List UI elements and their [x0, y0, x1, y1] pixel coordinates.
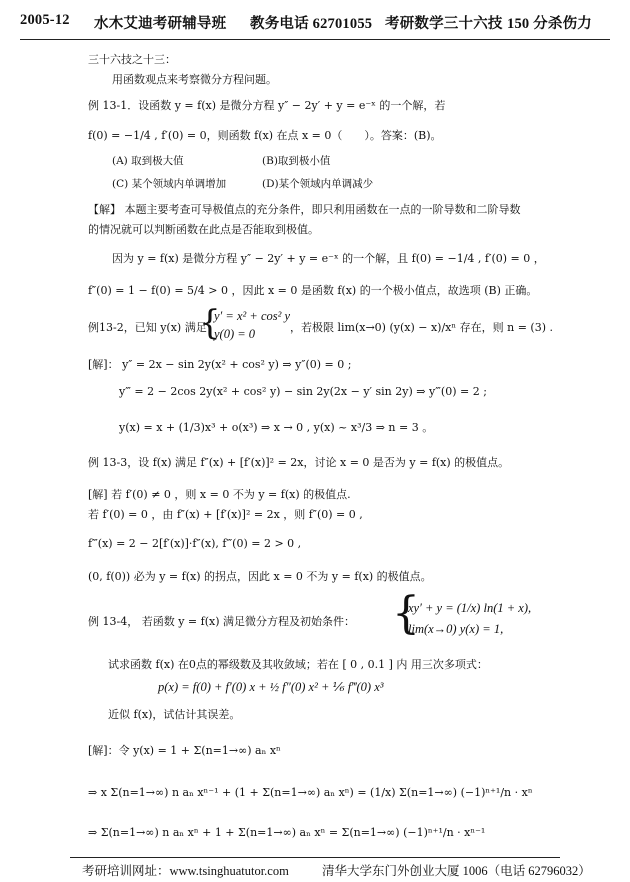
footer-website: 考研培训网址：www.tsinghuatutor.com: [82, 864, 289, 878]
section-subtitle: 用函数观点来考察微分方程问题。: [112, 73, 277, 86]
ex3-solution-line3: f‴(x) = 2 − 2[f′(x)]·f″(x), f‴(0) = 2 > 0 ,: [88, 537, 302, 550]
ex3-solution-line1: [解] 若 f′(0) ≠ 0 ，则 x = 0 不为 y = f(x) 的极值点.: [88, 488, 351, 501]
ex1-stem: 例 13-1．设函数 y = f(x) 是微分方程 y″ − 2y′ + y = e⁻ˣ 的一个解，若: [88, 99, 446, 112]
ex4-system-eq2: lim(x→0) y(x) = 1,: [408, 622, 504, 636]
header-org: 水木艾迪考研辅导班: [94, 16, 227, 32]
ex2-solution-line1: [解]： y″ = 2x − sin 2y(x² + cos² y) ⇒ y″(0) = 0 ;: [88, 358, 352, 371]
ex1-solution-line1: 【解】 本题主要考查可导极值点的充分条件，即只利用函数在一点的一阶导数和二阶导数: [88, 203, 521, 216]
ex4-solution-line1: [解]：令 y(x) = 1 + Σ(n=1→∞) aₙ xⁿ: [88, 744, 281, 757]
header-slogan: 150 分杀伤力: [507, 16, 592, 32]
ex4-stem: 例 13-4， 若函数 y = f(x) 满足微分方程及初始条件：: [88, 615, 355, 628]
header-course: 考研数学三十六技: [385, 16, 503, 32]
ex4-question-line1: 试求函数 f(x) 在0点的幂级数及其收敛域；若在 [ 0 , 0.1 ] 内 用三次多项式：: [108, 658, 488, 671]
ex2-stem: 例13-2，已知 y(x) 满足：: [88, 321, 218, 334]
ex4-question-line2: 近似 f(x)，试估计其误差。: [108, 708, 241, 721]
section-title: 三十六技之十三：: [88, 53, 176, 66]
header-rule: [20, 39, 610, 40]
ex1-solution-line2: 的情况就可以判断函数在此点是否能取到极值。: [88, 223, 319, 236]
ex1-option-c: (C) 某个领域内单调增加: [112, 178, 227, 190]
ex4-solution-line3: ⇒ Σ(n=1→∞) n aₙ xⁿ + 1 + Σ(n=1→∞) aₙ xⁿ = Σ(n=1→∞) (−1)ⁿ⁺¹/n · xⁿ⁻¹: [88, 826, 486, 839]
ex4-solution-line2: ⇒ x Σ(n=1→∞) n aₙ xⁿ⁻¹ + (1 + Σ(n=1→∞) aₙ xⁿ) = (1/x) Σ(n=1→∞) (−1)ⁿ⁺¹/n · xⁿ: [88, 786, 533, 799]
ex1-option-d: (D)某个领域内单调减少: [262, 178, 374, 190]
header-phone: 教务电话 62701055: [250, 16, 373, 32]
ex1-solution-line3: 因为 y = f(x) 是微分方程 y″ − 2y′ + y = e⁻ˣ 的一个解，且 f(0) = −1/4 , f′(0) = 0 ，: [112, 252, 545, 265]
ex3-solution-line4: (0, f(0)) 必为 y = f(x) 的拐点，因此 x = 0 不为 y = f(x) 的极值点。: [88, 570, 432, 583]
ex1-option-b: (B)取到极小值: [262, 155, 331, 167]
ex4-system-eq1: xy′ + y = (1/x) ln(1 + x),: [408, 601, 532, 615]
header-date: 2005-12: [20, 12, 70, 28]
ex2-system-brace: {: [199, 303, 221, 343]
ex3-stem: 例 13-3，设 f(x) 满足 f″(x) + [f′(x)]² = 2x，讨论 x = 0 是否为 y = f(x) 的极值点。: [88, 456, 510, 469]
ex4-polynomial: p(x) = f(0) + f′(0) x + ½ f″(0) x² + ⅙ f‴(0) x³: [158, 680, 384, 694]
ex2-tail: ，若极限 lim(x→0) (y(x) − x)/xⁿ 存在，则 n = (3) .: [290, 321, 553, 334]
ex3-solution-line2: 若 f′(0) = 0 ，由 f″(x) + [f′(x)]² = 2x ，则 f″(0) = 0 ,: [88, 508, 363, 521]
ex1-option-a: (A) 取到极大值: [112, 155, 184, 167]
ex2-system-eq2: y(0) = 0: [214, 327, 256, 341]
footer-rule: [70, 857, 560, 858]
ex2-solution-line2: y‴ = 2 − 2cos 2y(x² + cos² y) − sin 2y(2x − y′ sin 2y) ⇒ y‴(0) = 2 ;: [119, 385, 487, 398]
ex1-cond: f(0) = −1/4 , f′(0) = 0，则函数 f(x) 在点 x = 0（ ）。答案：(B)。: [88, 129, 442, 142]
footer-address: 清华大学东门外创业大厦 1006（电话 62796032）: [322, 864, 591, 878]
ex4-system-brace: {: [392, 588, 420, 639]
ex2-solution-line3: y(x) = x + (1/3)x³ + o(x³) ⇒ x → 0 , y(x) ~ x³/3 ⇒ n = 3 。: [119, 421, 434, 434]
ex2-system-eq1: y′ = x² + cos² y: [214, 309, 291, 323]
ex1-solution-line4: f″(0) = 1 − f(0) = 5/4 > 0 ，因此 x = 0 是函数 f(x) 的一个极小值点，故选项 (B) 正确。: [88, 284, 538, 297]
